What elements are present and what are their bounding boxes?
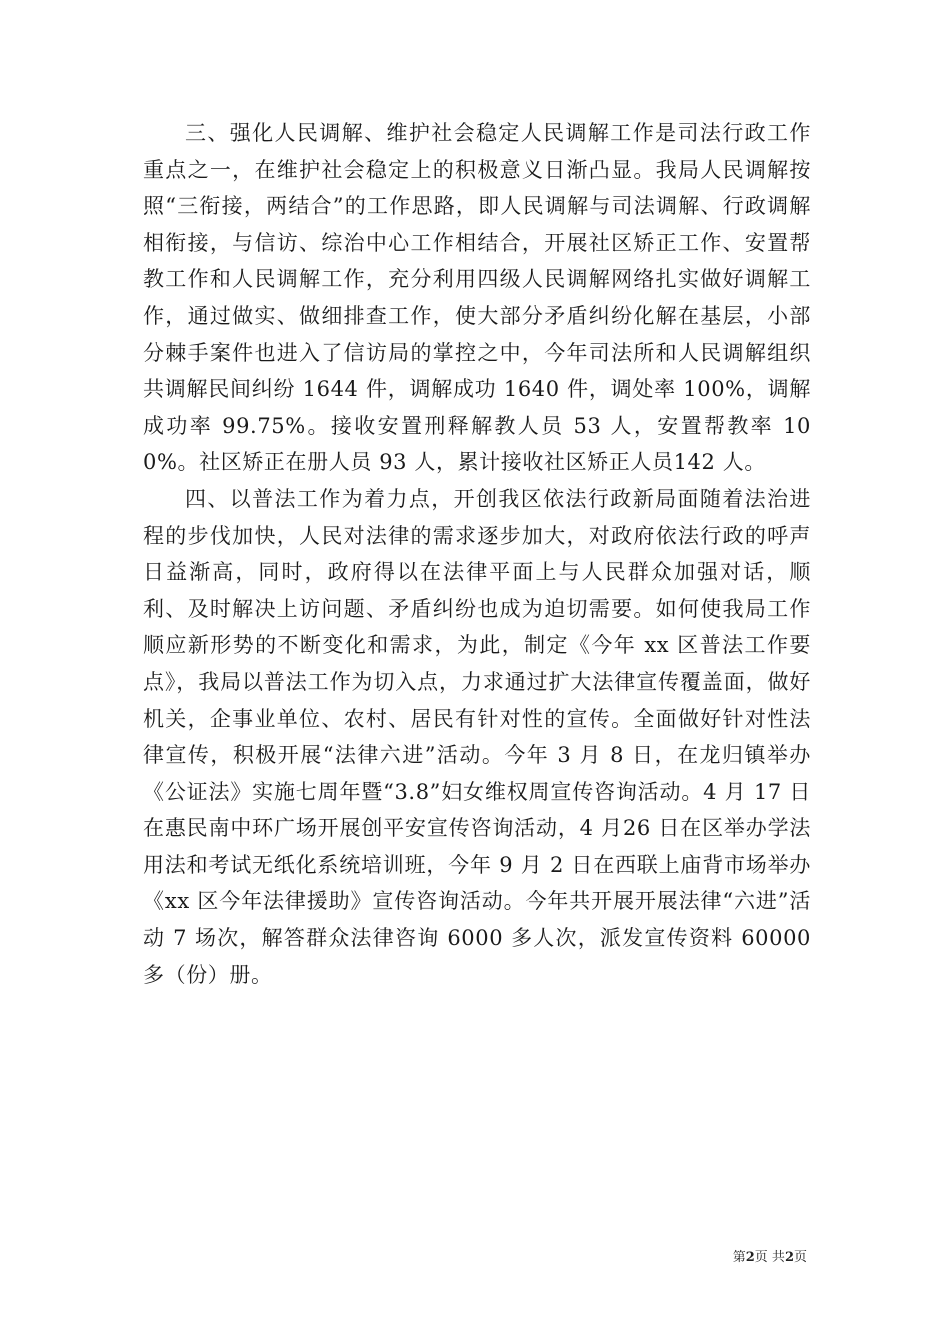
paragraph-legal-education: 四、以普法工作为着力点，开创我区依法行政新局面随着法治进程的步伐加快，人民对法律的需求逐步加大，对政府依法行政的呼声日益渐高，同时，政府得以在法律平面上与人民群众加强对话，顺利、及时解决上访问题、矛盾纠纷也成为迫切需要。如何使我局工作顺应新形势的不断变化和需求，为此，制定《今年 xx 区普法工作要点》，我局以普法工作为切入点，力求通过扩大法律宣传覆盖面，做好机关，企事业单位、农村、居民有针对性的宣传。全面做好针对性法律宣传，积极开展“法律六进”活动。今年 3 月 8 日，在龙归镇举办《公证法》实施七周年暨“3.8”妇女维权周宣传咨询活动。4 月 17 日在惠民南中环广场开展创平安宣传咨询活动，4 月26 日在区举办学法用法和考试无纸化系统培训班，今年 9 月 2 日在西联上庙背市场举办《xx 区今年法律援助》宣传咨询活动。今年共开展开展法律“六进”活动 7 场次，解答群众法律咨询 6000 多人次，派发宣传资料 60000 多（份）册。 [143,486,811,987]
document-body [143,115,811,993]
footer-prefix: 第 [732,1250,746,1265]
paragraph-people-mediation: 三、强化人民调解、维护社会稳定人民调解工作是司法行政工作重点之一，在维护社会稳定上的积极意义日渐凸显。我局人民调解按照“三衔接，两结合”的工作思路，即人民调解与司法调解、行政调解相衔接，与信访、综治中心工作相结合，开展社区矫正工作、安置帮教工作和人民调解工作，充分利用四级人民调解网络扎实做好调解工作，通过做实、做细排查工作，使大部分矛盾纠纷化解在基层，小部分棘手案件也进入了信访局的掌控之中，今年司法所和人民调解组织共调解民间纠纷 1644 件，调解成功 1640 件，调处率 100%，调解成功率 99.75%。接收安置刑释解教人员 53 人，安置帮教率 100%。社区矫正在册人员 93 人，累计接收社区矫正人员142 人。 [143,121,811,475]
footer-suffix: 页 [793,1250,807,1265]
current-page-number: 2 [745,1250,755,1265]
page-number-footer [733,1246,807,1265]
footer-middle: 页 共 [754,1250,785,1265]
total-page-number: 2 [784,1250,794,1265]
